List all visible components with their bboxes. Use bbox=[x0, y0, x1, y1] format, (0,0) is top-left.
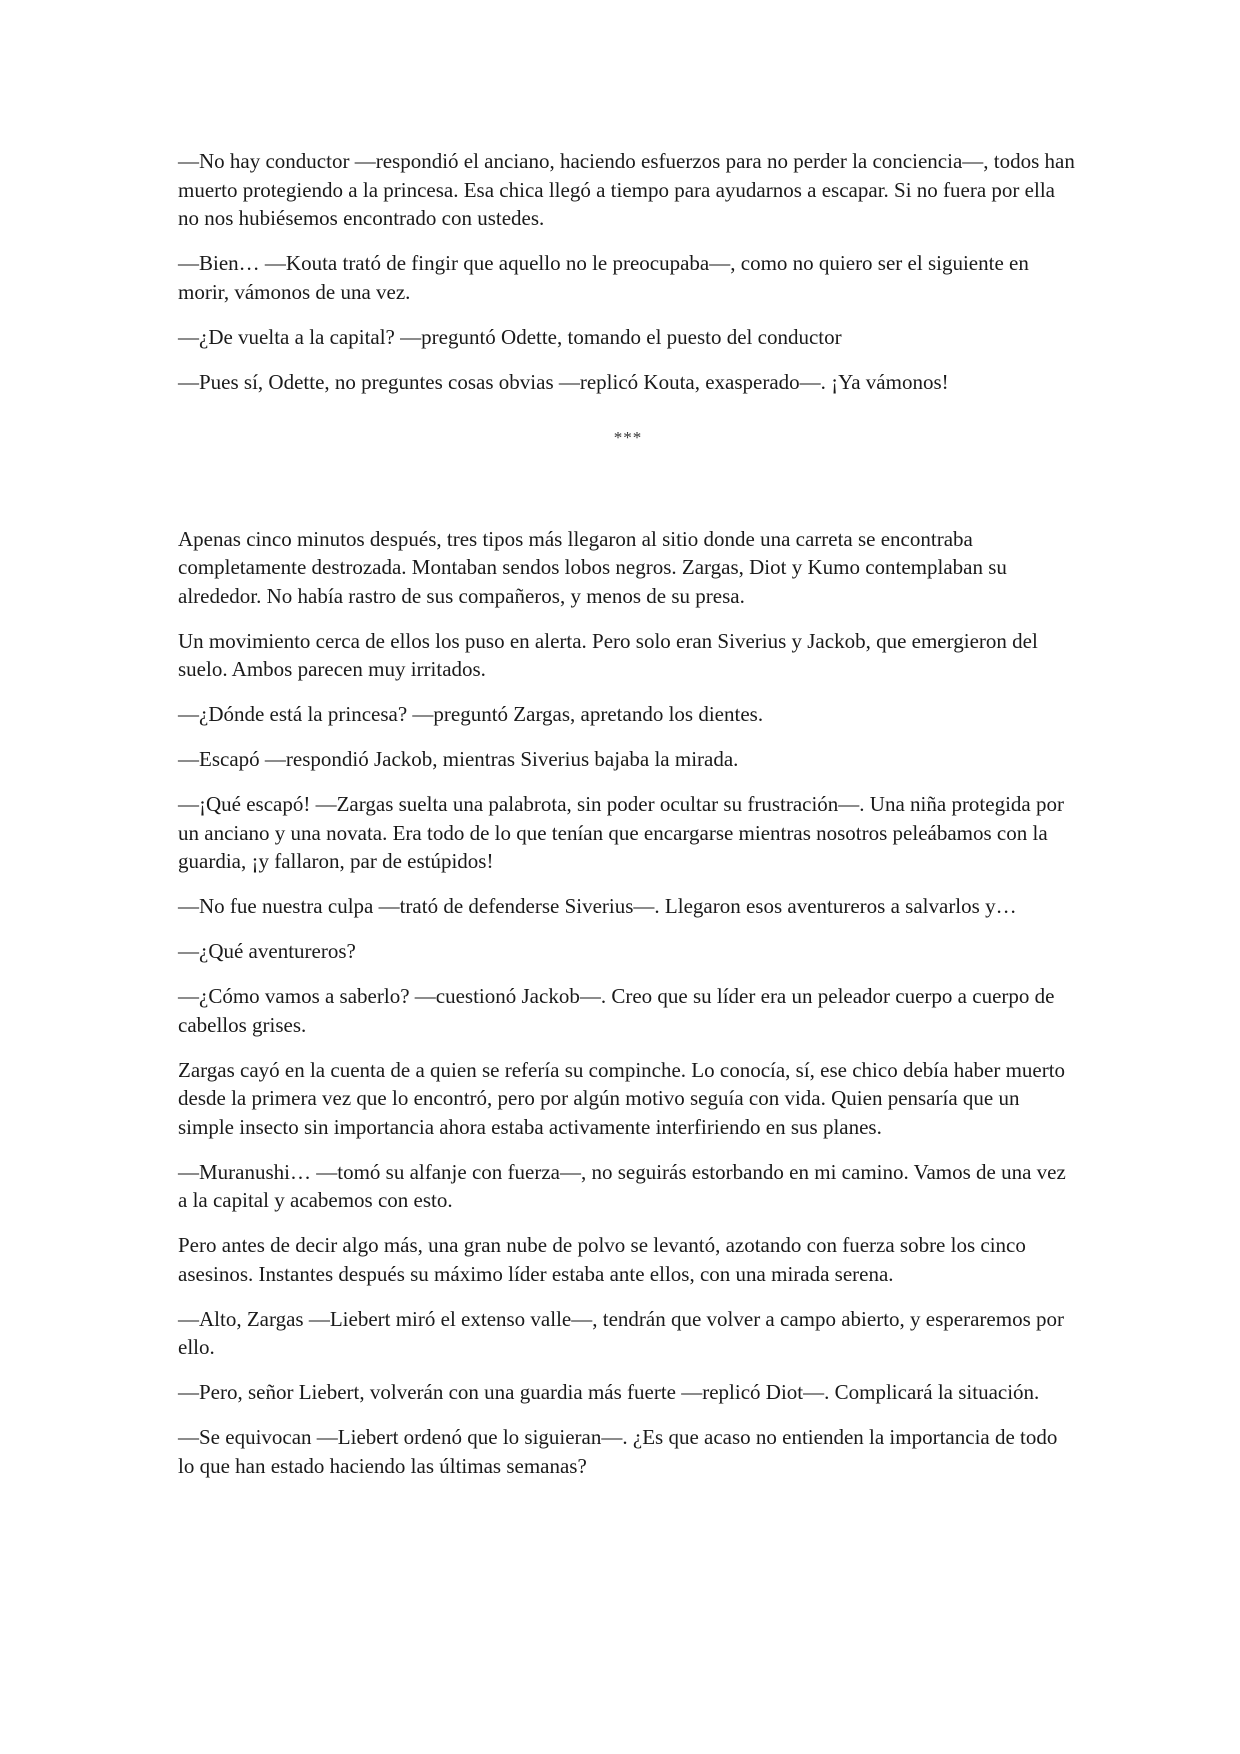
paragraph: —¡Qué escapó! —Zargas suelta una palabrota, sin poder ocultar su frustración—. Una niña protegida por un anciano y una novata. Era todo de lo que tenían que encargarse mientras nosotros peleábamos con la guardia, ¡y fallaron, par de estúpidos! bbox=[178, 792, 1064, 873]
paragraph: Un movimiento cerca de ellos los puso en alerta. Pero solo eran Siverius y Jackob, que emergieron del suelo. Ambos parecen muy irritados. bbox=[178, 628, 1038, 681]
paragraph: —No hay conductor —respondió el anciano, haciendo esfuerzos para no perder la conciencia—, todos han muerto protegiendo a la princesa. Esa chica llegó a tiempo para ayudarnos a escapar. Si no fuera por ella no nos hubiésemos encontrado con ustedes. bbox=[178, 149, 1075, 230]
paragraph: —¿Dónde está la princesa? —preguntó Zargas, apretando los dientes. bbox=[178, 702, 764, 726]
paragraph: —Alto, Zargas —Liebert miró el extenso valle—, tendrán que volver a campo abierto, y esperaremos por ello. bbox=[178, 1306, 1064, 1359]
section-separator: *** bbox=[613, 428, 643, 447]
paragraph: —¿Cómo vamos a saberlo? —cuestionó Jackob—. Creo que su líder era un peleador cuerpo a cuerpo de cabellos grises. bbox=[178, 984, 1055, 1037]
paragraph: Apenas cinco minutos después, tres tipos más llegaron al sitio donde una carreta se encontraba completamente destrozada. Montaban sendos lobos negros. Zargas, Diot y Kumo contemplaban su alrededor. No había rastro de sus compañeros, y menos de su presa. bbox=[178, 526, 1007, 608]
paragraph: Pero antes de decir algo más, una gran nube de polvo se levantó, azotando con fuerza sobre los cinco asesinos. Instantes después su máximo líder estaba ante ellos, con una mirada serena. bbox=[178, 1233, 1026, 1286]
paragraph: —Se equivocan —Liebert ordenó que lo siguieran—. ¿Es que acaso no entienden la importancia de todo lo que han estado haciendo las últimas semanas? bbox=[178, 1425, 1058, 1478]
paragraph: —Escapó —respondió Jackob, mientras Siverius bajaba la mirada. bbox=[178, 747, 739, 771]
paragraph: —Muranushi… —tomó su alfanje con fuerza—, no seguirás estorbando en mi camino. Vamos de una vez a la capital y acabemos con esto. bbox=[178, 1159, 1066, 1212]
paragraph: —¿De vuelta a la capital? —preguntó Odette, tomando el puesto del conductor bbox=[178, 324, 842, 349]
paragraph: Zargas cayó en la cuenta de a quien se refería su compinche. Lo conocía, sí, ese chico debía haber muerto desde la primera vez que lo encontró, pero por algún motivo seguía con vida. Quien pensaría que un simple insecto sin importancia ahora estaba activamente interfiriendo en sus planes. bbox=[178, 1057, 1066, 1139]
paragraph: —¿Qué aventureros? bbox=[178, 939, 356, 963]
paragraph: —Bien… —Kouta trató de fingir que aquello no le preocupaba—, como no quiero ser el siguiente en morir, vámonos de una vez. bbox=[178, 251, 1029, 304]
paragraph: —Pues sí, Odette, no preguntes cosas obvias —replicó Kouta, exasperado—. ¡Ya vámonos! bbox=[178, 369, 949, 394]
document-body bbox=[178, 147, 1078, 1497]
paragraph: —Pero, señor Liebert, volverán con una guardia más fuerte —replicó Diot—. Complicará la situación. bbox=[178, 1380, 1040, 1404]
paragraph: —No fue nuestra culpa —trató de defenderse Siverius—. Llegaron esos aventureros a salvarlos y… bbox=[178, 894, 1017, 918]
